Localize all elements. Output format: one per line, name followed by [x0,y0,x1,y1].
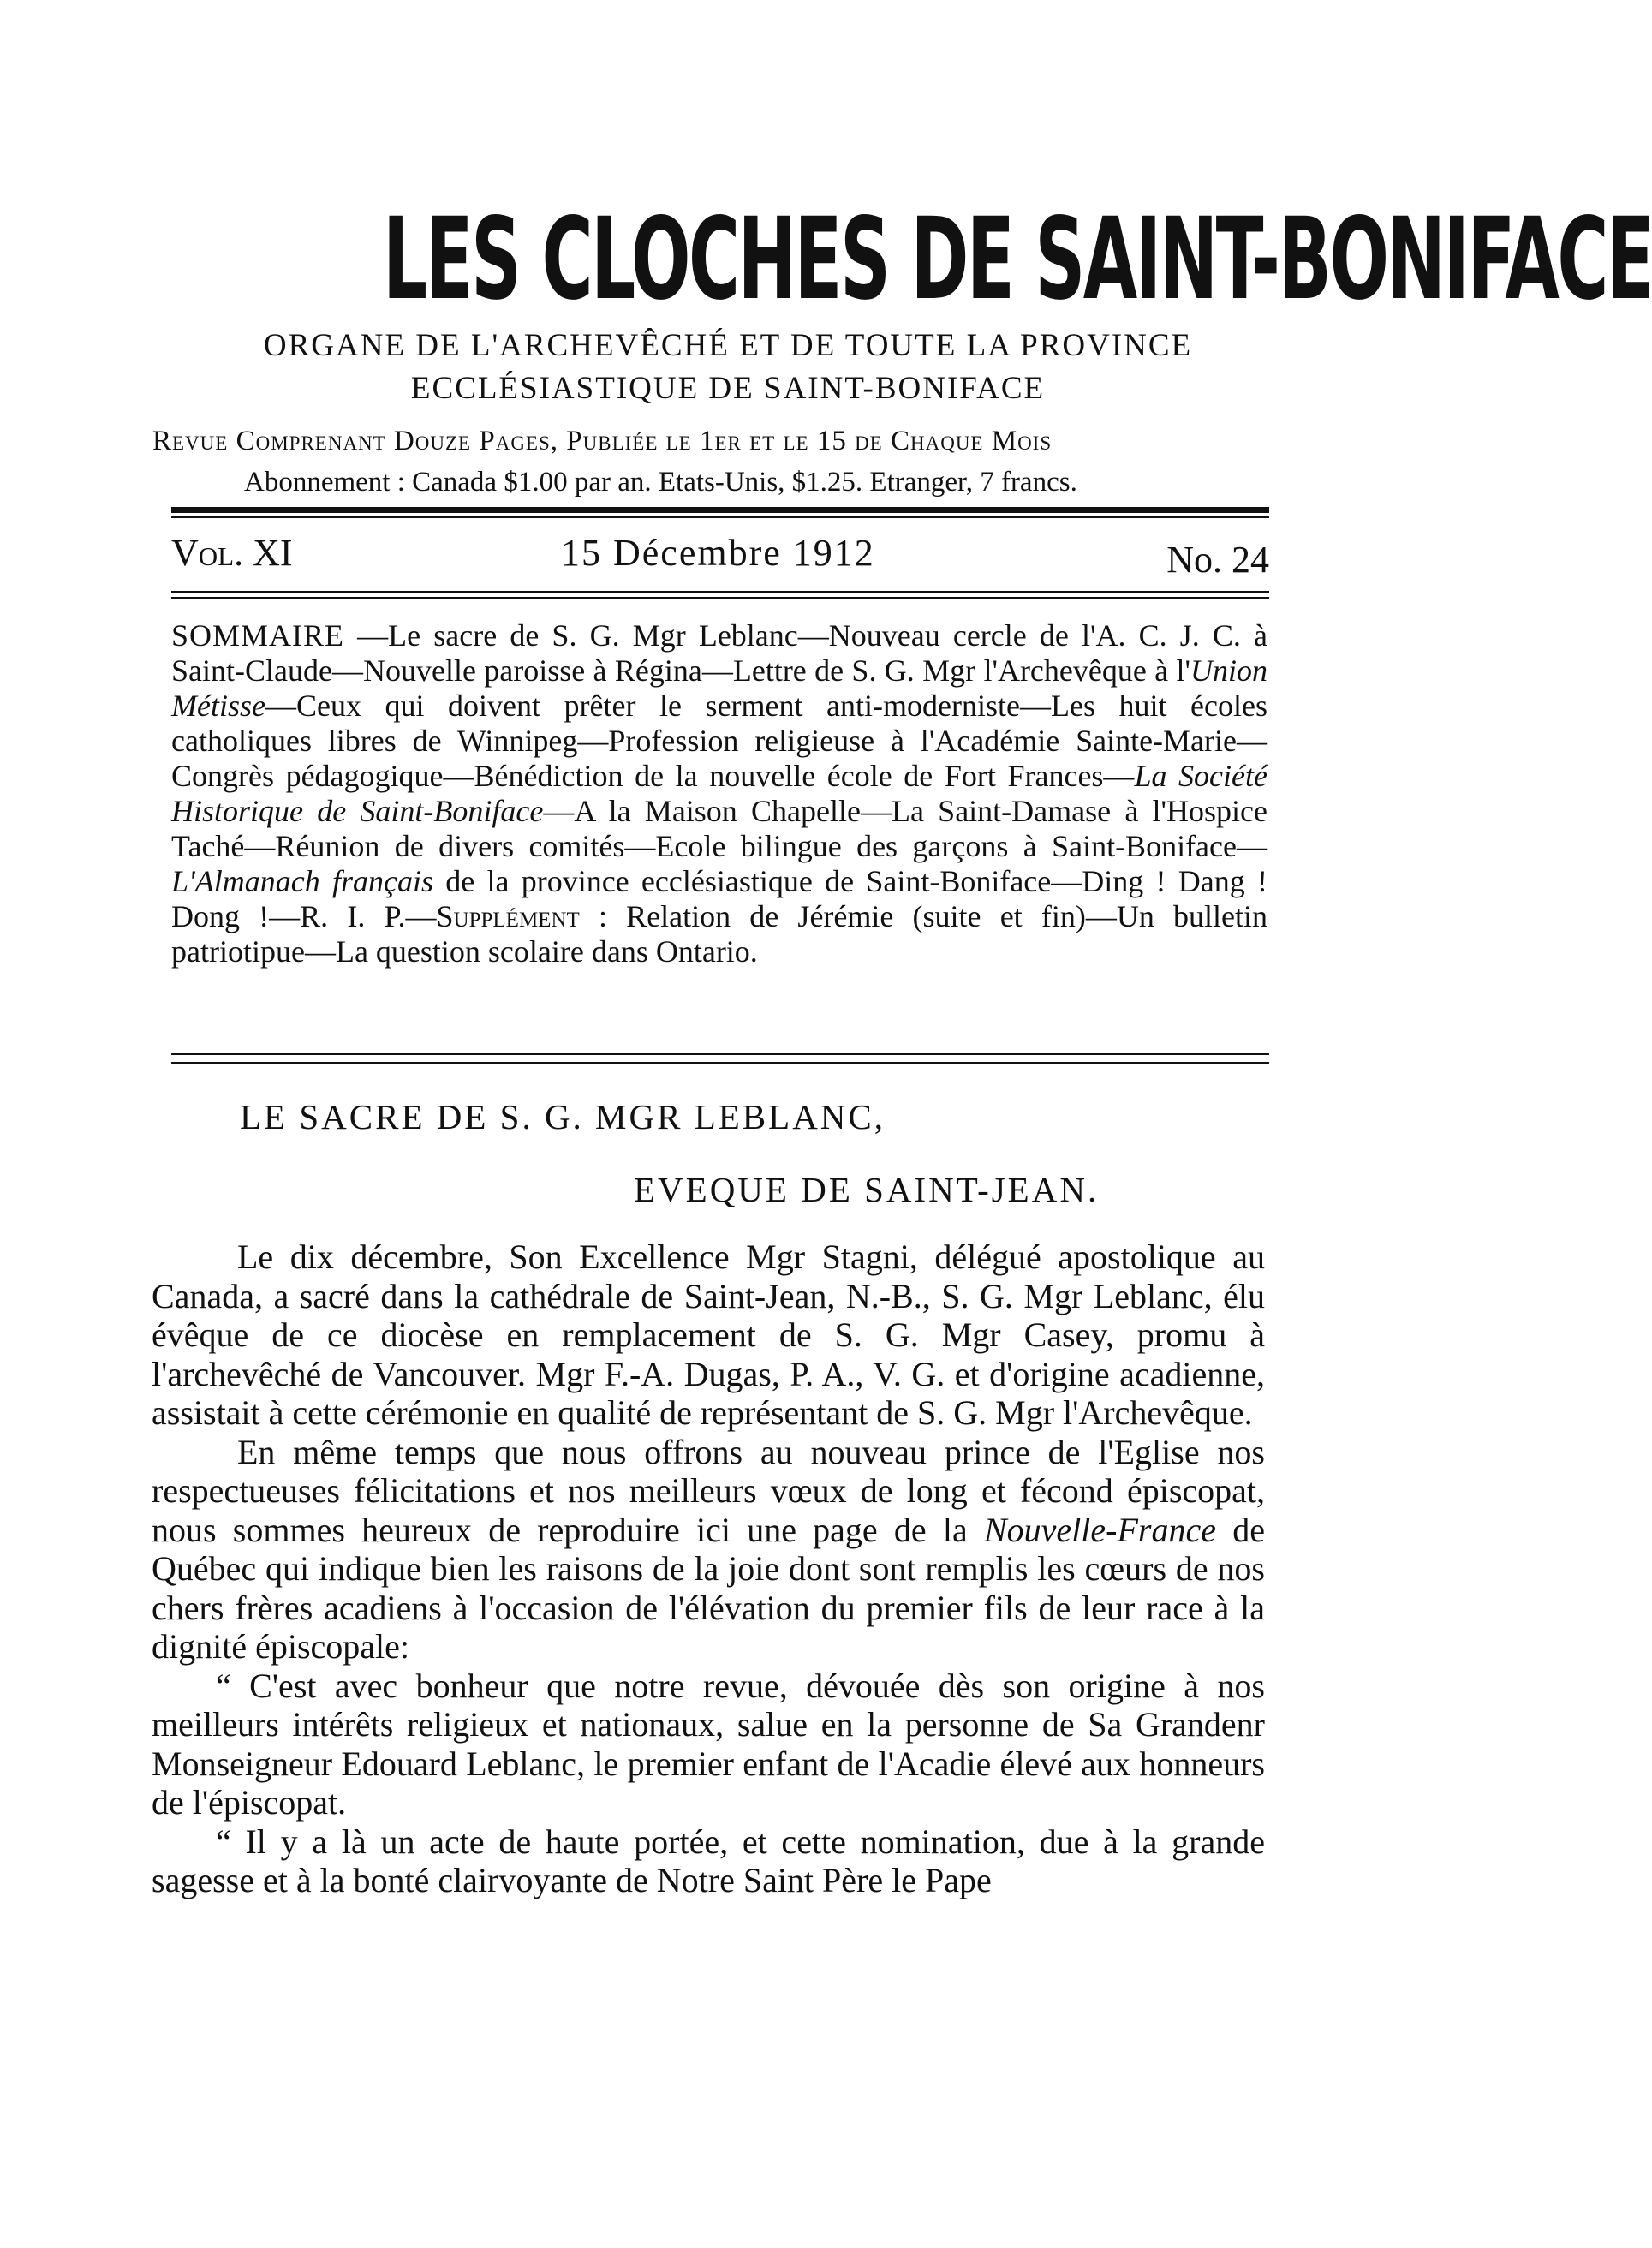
divider-thin [171,591,1269,593]
sommaire-italic: L'Almanach français [171,864,433,898]
sommaire-text: : Relation de Jérémie (suite et fin)—Un bulletin patriotipue—La question scolaire dans Ontario. [171,899,1267,969]
issue-date: 15 Décembre 1912 [561,532,875,574]
article-paragraph: Le dix décembre, Son Excellence Mgr Stagni, délégué apostolique au Canada, a sacré dans la cathédrale de Saint-Jean, N.-B., S. G. Mgr Leblanc, élu évêque de ce diocèse en remplacement de S. G. Mgr Casey, promu à l'archevêché de Vancouver. Mgr F.-A. Dugas, P. A., V. G. et d'origine acadienne, assistait à cette cérémonie en qualité de représentant de S. G. Mgr l'Archevêque. [152,1237,1265,1432]
article-title: LE SACRE DE S. G. MGR LEBLANC, [240,1097,886,1136]
sommaire-text: —Ceux qui doivent prêter le serment anti-moderniste—Les huit écoles catholiques libres de Winnipeg—Profession religieuse à l'Académie Sainte-Marie—Congrès pédagogique—Bénédiction de la nouvelle école de Fort Frances— [171,689,1267,793]
article-subtitle: EVEQUE DE SAINT-JEAN. [634,1170,1100,1209]
paragraph-text: En même temps que nous offrons au nouveau prince de l'Eglise nos respectueuses félicitations et nos meilleurs vœux de long et fécond épiscopat, nous sommes heureux de reproduire ici une page de la [152,1432,1265,1549]
issue-number: No. 24 [1166,539,1269,581]
masthead-tagline: Revue Comprenant Douze Pages, Publiée le 1er et le 15 de Chaque Mois [152,426,1053,456]
article-paragraph: “ C'est avec bonheur que notre revue, dévouée dès son origine à nos meilleurs intérêts religieux et nationaux, salue en la personne de Sa Grandenr Monseigneur Edouard Leblanc, le premier enfant de l'Acadie élevé aux honneurs de l'épiscopat. [152,1666,1265,1822]
divider-thick [171,507,1269,513]
issue-line [171,531,1269,582]
article-body [152,1237,1265,1900]
sommaire-text: de la province ecclésiastique de Saint-Boniface—Ding ! Dang ! Dong !—R. I. P.— [171,864,1267,933]
masthead-title: LES CLOCHES DE SAINT-BONIFACE [383,194,1652,325]
issue-volume: Vol. XI [171,532,293,574]
sommaire-italic: La Société Historique de Saint-Boniface [171,759,1267,828]
supplement-label: Supplément [436,899,580,933]
table-of-contents [171,618,1267,969]
paragraph-italic: Nouvelle-France [984,1510,1216,1549]
divider-thin [171,1053,1269,1055]
article-paragraph [152,1433,1265,1667]
sommaire-text: —A la Maison Chapelle—La Saint-Damase à l'Hospice Taché—Réunion de divers comités—Ecole bilingue des garçons à Saint-Boniface— [171,794,1267,863]
masthead-subtitle-line2: ECCLÉSIASTIQUE DE SAINT-BONIFACE [410,371,1046,406]
sommaire-italic: Union Métisse [171,653,1267,723]
divider-thin [171,516,1269,518]
divider-thin [171,1062,1269,1064]
divider-thin [171,597,1269,599]
sommaire-text: —Le sacre de S. G. Mgr Leblanc—Nouveau cercle de l'A. C. J. C. à Saint-Claude—Nouvelle paroisse à Régina—Lettre de S. G. Mgr l'Archevêque à l' [171,618,1267,688]
sommaire-label: SOMMAIRE [171,618,345,653]
article-paragraph: “ Il y a là un acte de haute portée, et cette nomination, due à la grande sagesse et à la bonté clairvoyante de Notre Saint Père le Pape [152,1822,1265,1899]
masthead-subtitle-line1: ORGANE DE L'ARCHEVÊCHÉ ET DE TOUTE LA PROVINCE [263,328,1193,363]
subscription-info: Abonnement : Canada $1.00 par an. Etats-Unis, $1.25. Etranger, 7 francs. [244,467,1077,498]
paragraph-text: de Québec qui indique bien les raisons de la joie dont sont remplis les cœurs de nos chers frères acadiens à l'occasion de l'élévation du premier fils de leur race à la dignité épiscopale: [152,1510,1265,1666]
